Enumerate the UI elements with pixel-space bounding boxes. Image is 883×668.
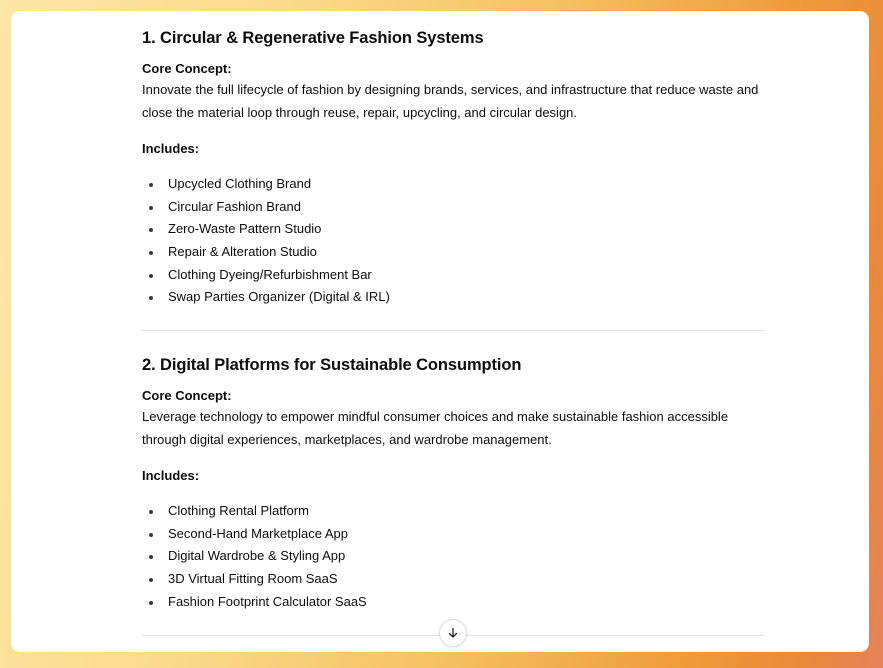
section-divider [142,330,764,331]
section-1-core-label: Core Concept: [142,61,232,76]
list-item: Zero-Waste Pattern Studio [142,218,390,241]
chat-message-card [11,11,869,652]
bullet-icon [149,533,153,537]
scroll-to-bottom-button[interactable] [439,619,467,647]
bullet-icon [149,296,153,300]
list-item: Repair & Alteration Studio [142,241,390,264]
bullet-icon [149,555,153,559]
section-1-title: 1. Circular & Regenerative Fashion Systems [142,29,484,47]
section-2-list [142,500,367,613]
section-2-core-label: Core Concept: [142,388,232,403]
list-item: Clothing Rental Platform [142,500,367,523]
bullet-icon [149,228,153,232]
list-item: Upcycled Clothing Brand [142,173,390,196]
list-item: Clothing Dyeing/Refurbishment Bar [142,264,390,287]
bullet-icon [149,601,153,605]
section-2-includes-label: Includes: [142,468,200,483]
section-1-includes-label: Includes: [142,141,200,156]
list-item: Swap Parties Organizer (Digital & IRL) [142,286,390,309]
bullet-icon [149,274,153,278]
list-item: 3D Virtual Fitting Room SaaS [142,568,367,591]
bullet-icon [149,251,153,255]
list-item: Second-Hand Marketplace App [142,523,367,546]
bullet-icon [149,183,153,187]
section-1-core-text: Innovate the full lifecycle of fashion by designing brands, services, and infrastructure that reduce waste and close the material loop through reuse, repair, upcycling, and circular design. [142,82,759,120]
section-2-core-text: Leverage technology to empower mindful consumer choices and make sustainable fashion accessible through digital experiences, marketplaces, and wardrobe management. [142,409,729,447]
section-1-list [142,173,390,309]
arrow-down-icon [447,627,459,639]
bullet-icon [149,578,153,582]
list-item: Digital Wardrobe & Styling App [142,545,367,568]
list-item: Circular Fashion Brand [142,196,390,219]
list-item: Fashion Footprint Calculator SaaS [142,591,367,614]
section-2-title: 2. Digital Platforms for Sustainable Consumption [142,356,522,374]
bullet-icon [149,206,153,210]
bullet-icon [149,510,153,514]
